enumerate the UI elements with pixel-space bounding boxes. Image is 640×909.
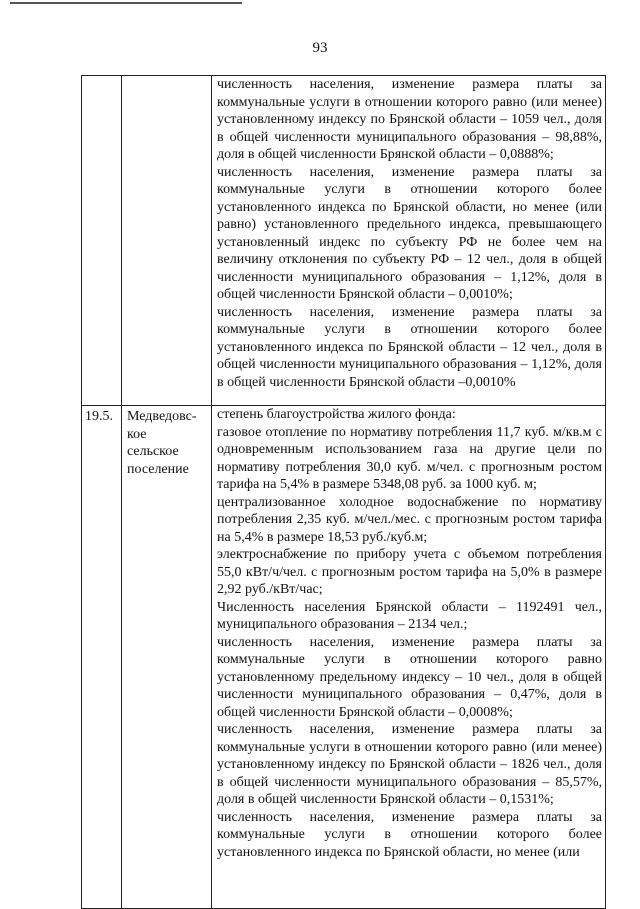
description-paragraph: численность населения, изменение размера платы за коммунальные услуги в отношении которого более установленного индекса по Брянской области, но менее (или bbox=[217, 809, 602, 860]
municipality-name-cell bbox=[122, 76, 212, 406]
description-paragraph: степень благоустройства жилого фонда: bbox=[217, 407, 456, 422]
description-paragraph: электроснабжение по прибору учета с объемом потребления 55,0 кВт/ч/чел. с прогнозным ростом тарифа на 5,0% в размере 2,92 руб./кВт/час; bbox=[217, 547, 602, 597]
description-cell bbox=[212, 76, 606, 406]
row-number: 19.5. bbox=[85, 409, 113, 424]
description-paragraph: централизованное холодное водоснабжение по нормативу потребления 2,35 куб. м/чел./мес. с прогнозным ростом тарифа на 5,4% в размере 18,53 руб./куб.м; bbox=[217, 494, 602, 545]
municipality-name-line: поселение bbox=[127, 461, 189, 477]
municipality-name-cell bbox=[122, 406, 212, 909]
description-cell bbox=[212, 406, 606, 909]
municipality-name-line: кое bbox=[127, 426, 147, 442]
row-number-cell bbox=[82, 406, 122, 909]
description-paragraph: численность населения, изменение размера платы за коммунальные услуги в отношении которого равно установленному предельному индексу – 10 чел., доля в общей численности муниципального образования – 0,47%, доля в общей численности Брянской области – 0,0008%; bbox=[217, 634, 602, 720]
description-paragraph: газовое отопление по нормативу потребления 11,7 куб. м/кв.м с одновременным использованием газа на другие цели по нормативу потребления 30,0 куб. м/чел. с прогнозным ростом тарифа на 5,4% в размере 5348,08 руб. за 1000 куб. м; bbox=[217, 424, 602, 492]
description-paragraph: численность населения, изменение размера платы за коммунальные услуги в отношении которого более установленного индекса по Брянской области, но менее (или равно) установленного предельного индекса, превышающего установленный индекс по субъекту РФ не более чем на величину отклонения по субъекту РФ – 12 чел., доля в общей численности муниципального образования – 1,12%, доля в общей численности Брянской области – 0,0010%; bbox=[217, 164, 602, 302]
description-paragraph: Численность населения Брянской области – 1192491 чел., муниципального образования – 2134 чел.; bbox=[217, 599, 602, 632]
table-row bbox=[82, 76, 606, 406]
page-number: 93 bbox=[312, 40, 328, 56]
content-table bbox=[81, 75, 606, 909]
row-number-cell bbox=[82, 76, 122, 406]
description-paragraph: численность населения, изменение размера платы за коммунальные услуги в отношении которого более установленного индекса по Брянской области – 12 чел., доля в общей численности муниципального образования – 1,12%, доля в общей численности Брянской области –0,0010% bbox=[217, 304, 602, 390]
description-paragraph: численность населения, изменение размера платы за коммунальные услуги в отношении которого равно (или менее) установленному индексу по Брянской области – 1826 чел., доля в общей численности муниципального образования – 85,57%, доля в общей численности Брянской области – 0,1531%; bbox=[217, 722, 602, 807]
description-paragraph: численность населения, изменение размера платы за коммунальные услуги в отношении которого равно (или менее) установленному индексу по Брянской области – 1059 чел., доля в общей численности муниципального образования – 98,88%, доля в общей численности Брянской области – 0,0888%; bbox=[217, 77, 602, 162]
municipality-name-line: Медведовс- bbox=[127, 409, 197, 424]
top-rule bbox=[10, 2, 242, 4]
municipality-name-line: сельское bbox=[127, 444, 179, 459]
table-row bbox=[82, 406, 606, 909]
